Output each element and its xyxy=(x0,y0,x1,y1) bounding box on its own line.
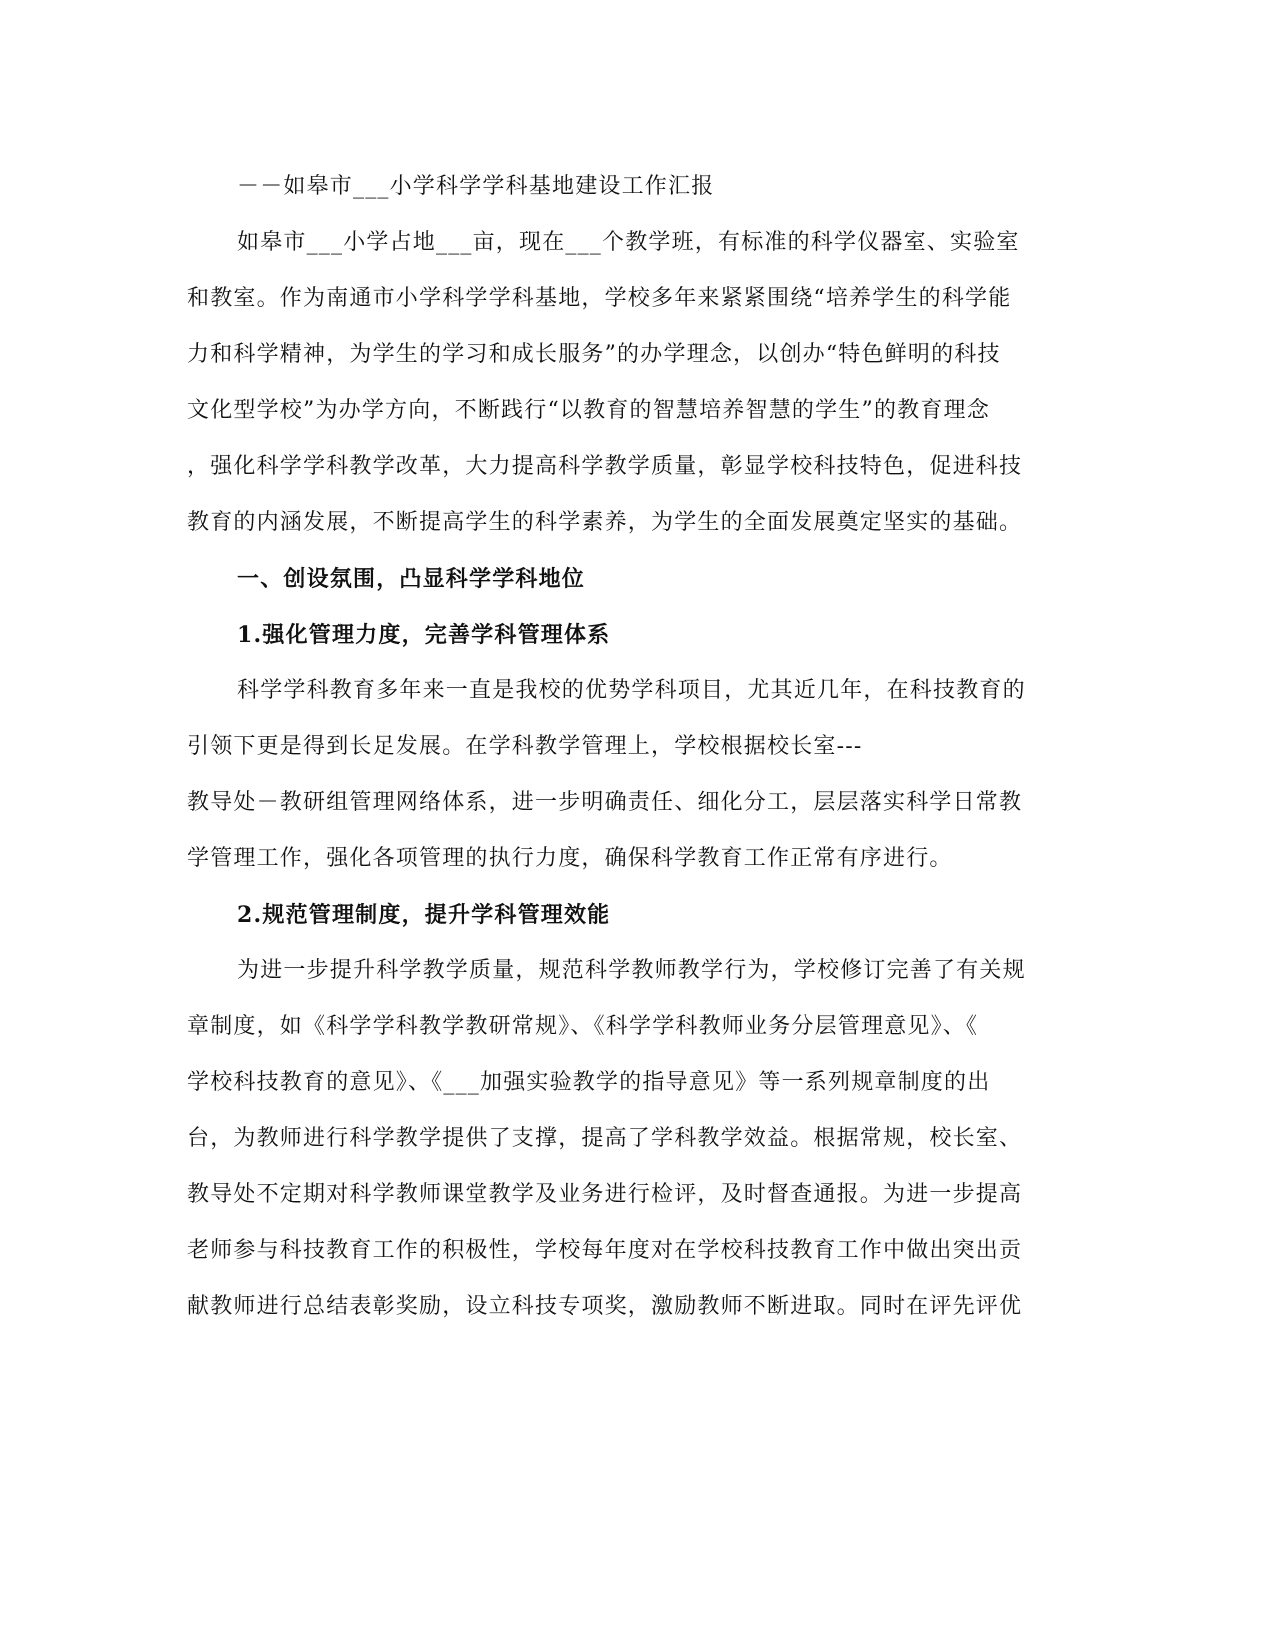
paragraph-line: 教导处－教研组管理网络体系，进一步明确责任、细化分工，层层落实科学日常教 xyxy=(187,790,1023,815)
paragraph-line: 力和科学精神，为学生的学习和成长服务”的办学理念，以创办“特色鲜明的科技 xyxy=(187,342,1001,367)
section-heading: 一、创设氛围，凸显科学学科地位 xyxy=(237,566,586,592)
paragraph-line: 如皋市___小学占地___亩，现在___个教学班，有标准的科学仪器室、实验室 xyxy=(237,230,1020,255)
paragraph-line: ，强化科学学科教学改革，大力提高科学教学质量，彰显学校科技特色，促进科技 xyxy=(187,454,1023,479)
paragraph-line: 老师参与科技教育工作的积极性，学校每年度对在学校科技教育工作中做出突出贡 xyxy=(187,1238,1023,1263)
paragraph-line: 教导处不定期对科学教师课堂教学及业务进行检评，及时督查通报。为进一步提高 xyxy=(187,1182,1023,1207)
paragraph-line: 为进一步提升科学教学质量，规范科学教师教学行为，学校修订完善了有关规 xyxy=(237,958,1026,983)
subsection-heading: 2.规范管理制度，提升学科管理效能 xyxy=(237,902,611,928)
paragraph-line: 台，为教师进行科学教学提供了支撑，提高了学科教学效益。根据常规，校长室、 xyxy=(187,1126,1023,1151)
paragraph-line: 引领下更是得到长足发展。在学科教学管理上，学校根据校长室--- xyxy=(187,734,863,759)
subsection-heading: 1.强化管理力度，完善学科管理体系 xyxy=(237,622,611,648)
paragraph-line: 章制度，如《科学学科教学教研常规》、《科学学科教师业务分层管理意见》、《 xyxy=(187,1014,979,1039)
paragraph-line: 献教师进行总结表彰奖励，设立科技专项奖，激励教师不断进取。同时在评先评优 xyxy=(187,1294,1023,1319)
paragraph-line: 文化型学校”为办学方向，不断践行“以教育的智慧培养智慧的学生”的教育理念 xyxy=(187,398,990,423)
paragraph-line: 教育的内涵发展，不断提高学生的科学素养，为学生的全面发展奠定坚实的基础。 xyxy=(187,510,1023,535)
paragraph-line: 科学学科教育多年来一直是我校的优势学科项目，尤其近几年，在科技教育的 xyxy=(237,678,1026,703)
paragraph-line: 学管理工作，强化各项管理的执行力度，确保科学教育工作正常有序进行。 xyxy=(187,846,953,871)
paragraph-line: 和教室。作为南通市小学科学学科基地，学校多年来紧紧围绕“培养学生的科学能 xyxy=(187,286,1012,311)
paragraph-line: 学校科技教育的意见》、《___加强实验教学的指导意见》等一系列规章制度的出 xyxy=(187,1070,991,1095)
subtitle-line: －－如皋市___小学科学学科基地建设工作汇报 xyxy=(237,174,715,199)
